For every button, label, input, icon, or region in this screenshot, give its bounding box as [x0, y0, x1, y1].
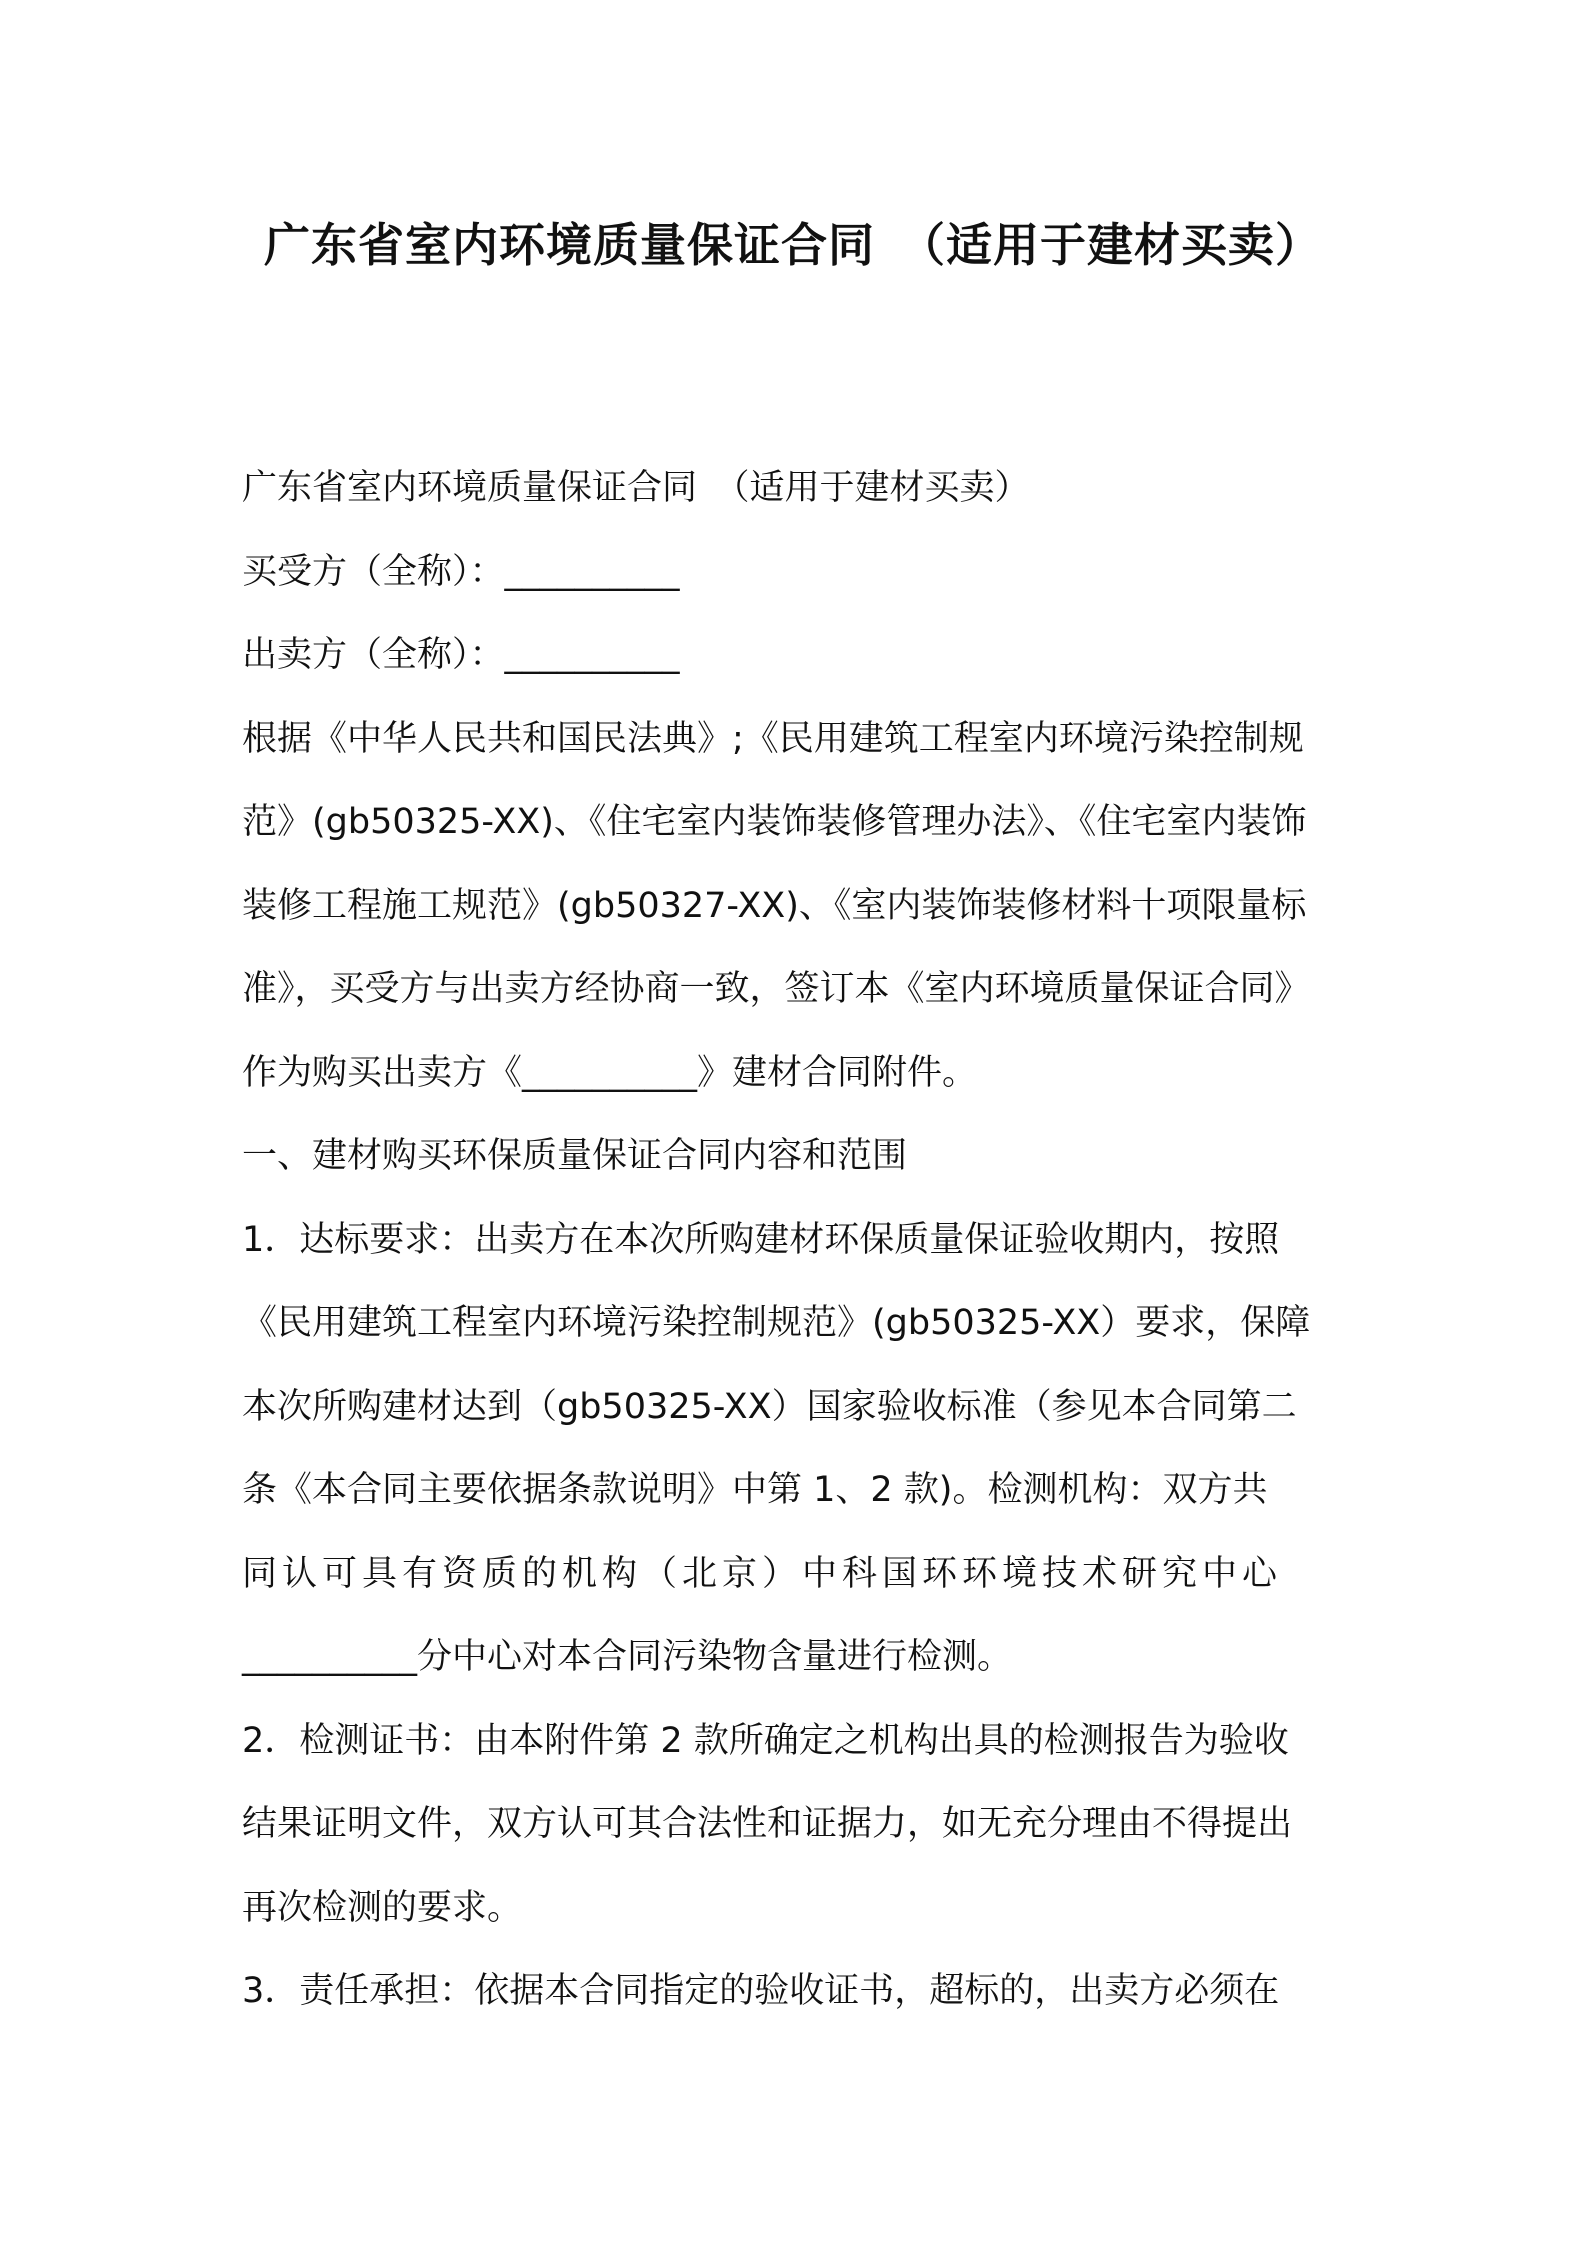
clause-2-line: 再次检测的要求。 [242, 1887, 523, 1928]
body-line-seller: 出卖方（全称）：__________ [242, 635, 680, 675]
clause-1-line: 《民用建筑工程室内环境污染控制规范》(gb50325-XX）要求，保障 [242, 1303, 1311, 1343]
body-line-basis: 作为购买出卖方《__________》建材合同附件。 [242, 1052, 978, 1093]
clause-1-line: 条《本合同主要依据条款说明》中第 1、2 款)。检测机构：双方共 [242, 1470, 1268, 1510]
body-line-basis: 准》，买受方与出卖方经协商一致，签订本《室内环境质量保证合同》 [242, 969, 1310, 1009]
body-line-buyer: 买受方（全称）：__________ [242, 551, 680, 592]
clause-3-line: 3．责任承担：依据本合同指定的验收证书，超标的，出卖方必须在 [242, 1971, 1280, 2011]
clause-1-line: 本次所购建材达到（gb50325-XX）国家验收标准（参见本合同第二 [242, 1386, 1297, 1427]
document-title: 广东省室内环境质量保证合同 （适用于建材买卖） [264, 218, 1322, 272]
clause-1-line: 同认可具有资质的机构（北京）中科国环环境技术研究中心 [242, 1553, 1283, 1594]
body-line-basis: 根据《中华人民共和国民法典》;《民用建筑工程室内环境污染控制规 [242, 718, 1304, 759]
clause-2-line: 结果证明文件，双方认可其合法性和证据力，如无充分理由不得提出 [242, 1804, 1293, 1844]
clause-1-line: __________分中心对本合同污染物含量进行检测。 [242, 1637, 1013, 1677]
document-body [242, 447, 1357, 2034]
body-line-basis: 范》(gb50325-XX)、《住宅室内装饰装修管理办法》、《住宅室内装饰 [242, 802, 1307, 842]
clause-1-line: 1．达标要求：出卖方在本次所购建材环保质量保证验收期内，按照 [242, 1219, 1280, 1260]
section-heading: 一、建材购买环保质量保证合同内容和范围 [242, 1136, 908, 1176]
body-line-basis: 装修工程施工规范》(gb50327-XX)、《室内装饰装修材料十项限量标 [242, 885, 1307, 926]
clause-2-line: 2．检测证书：由本附件第 2 款所确定之机构出具的检测报告为验收 [242, 1720, 1289, 1761]
body-line-subtitle: 广东省室内环境质量保证合同 （适用于建材买卖） [242, 468, 1030, 508]
